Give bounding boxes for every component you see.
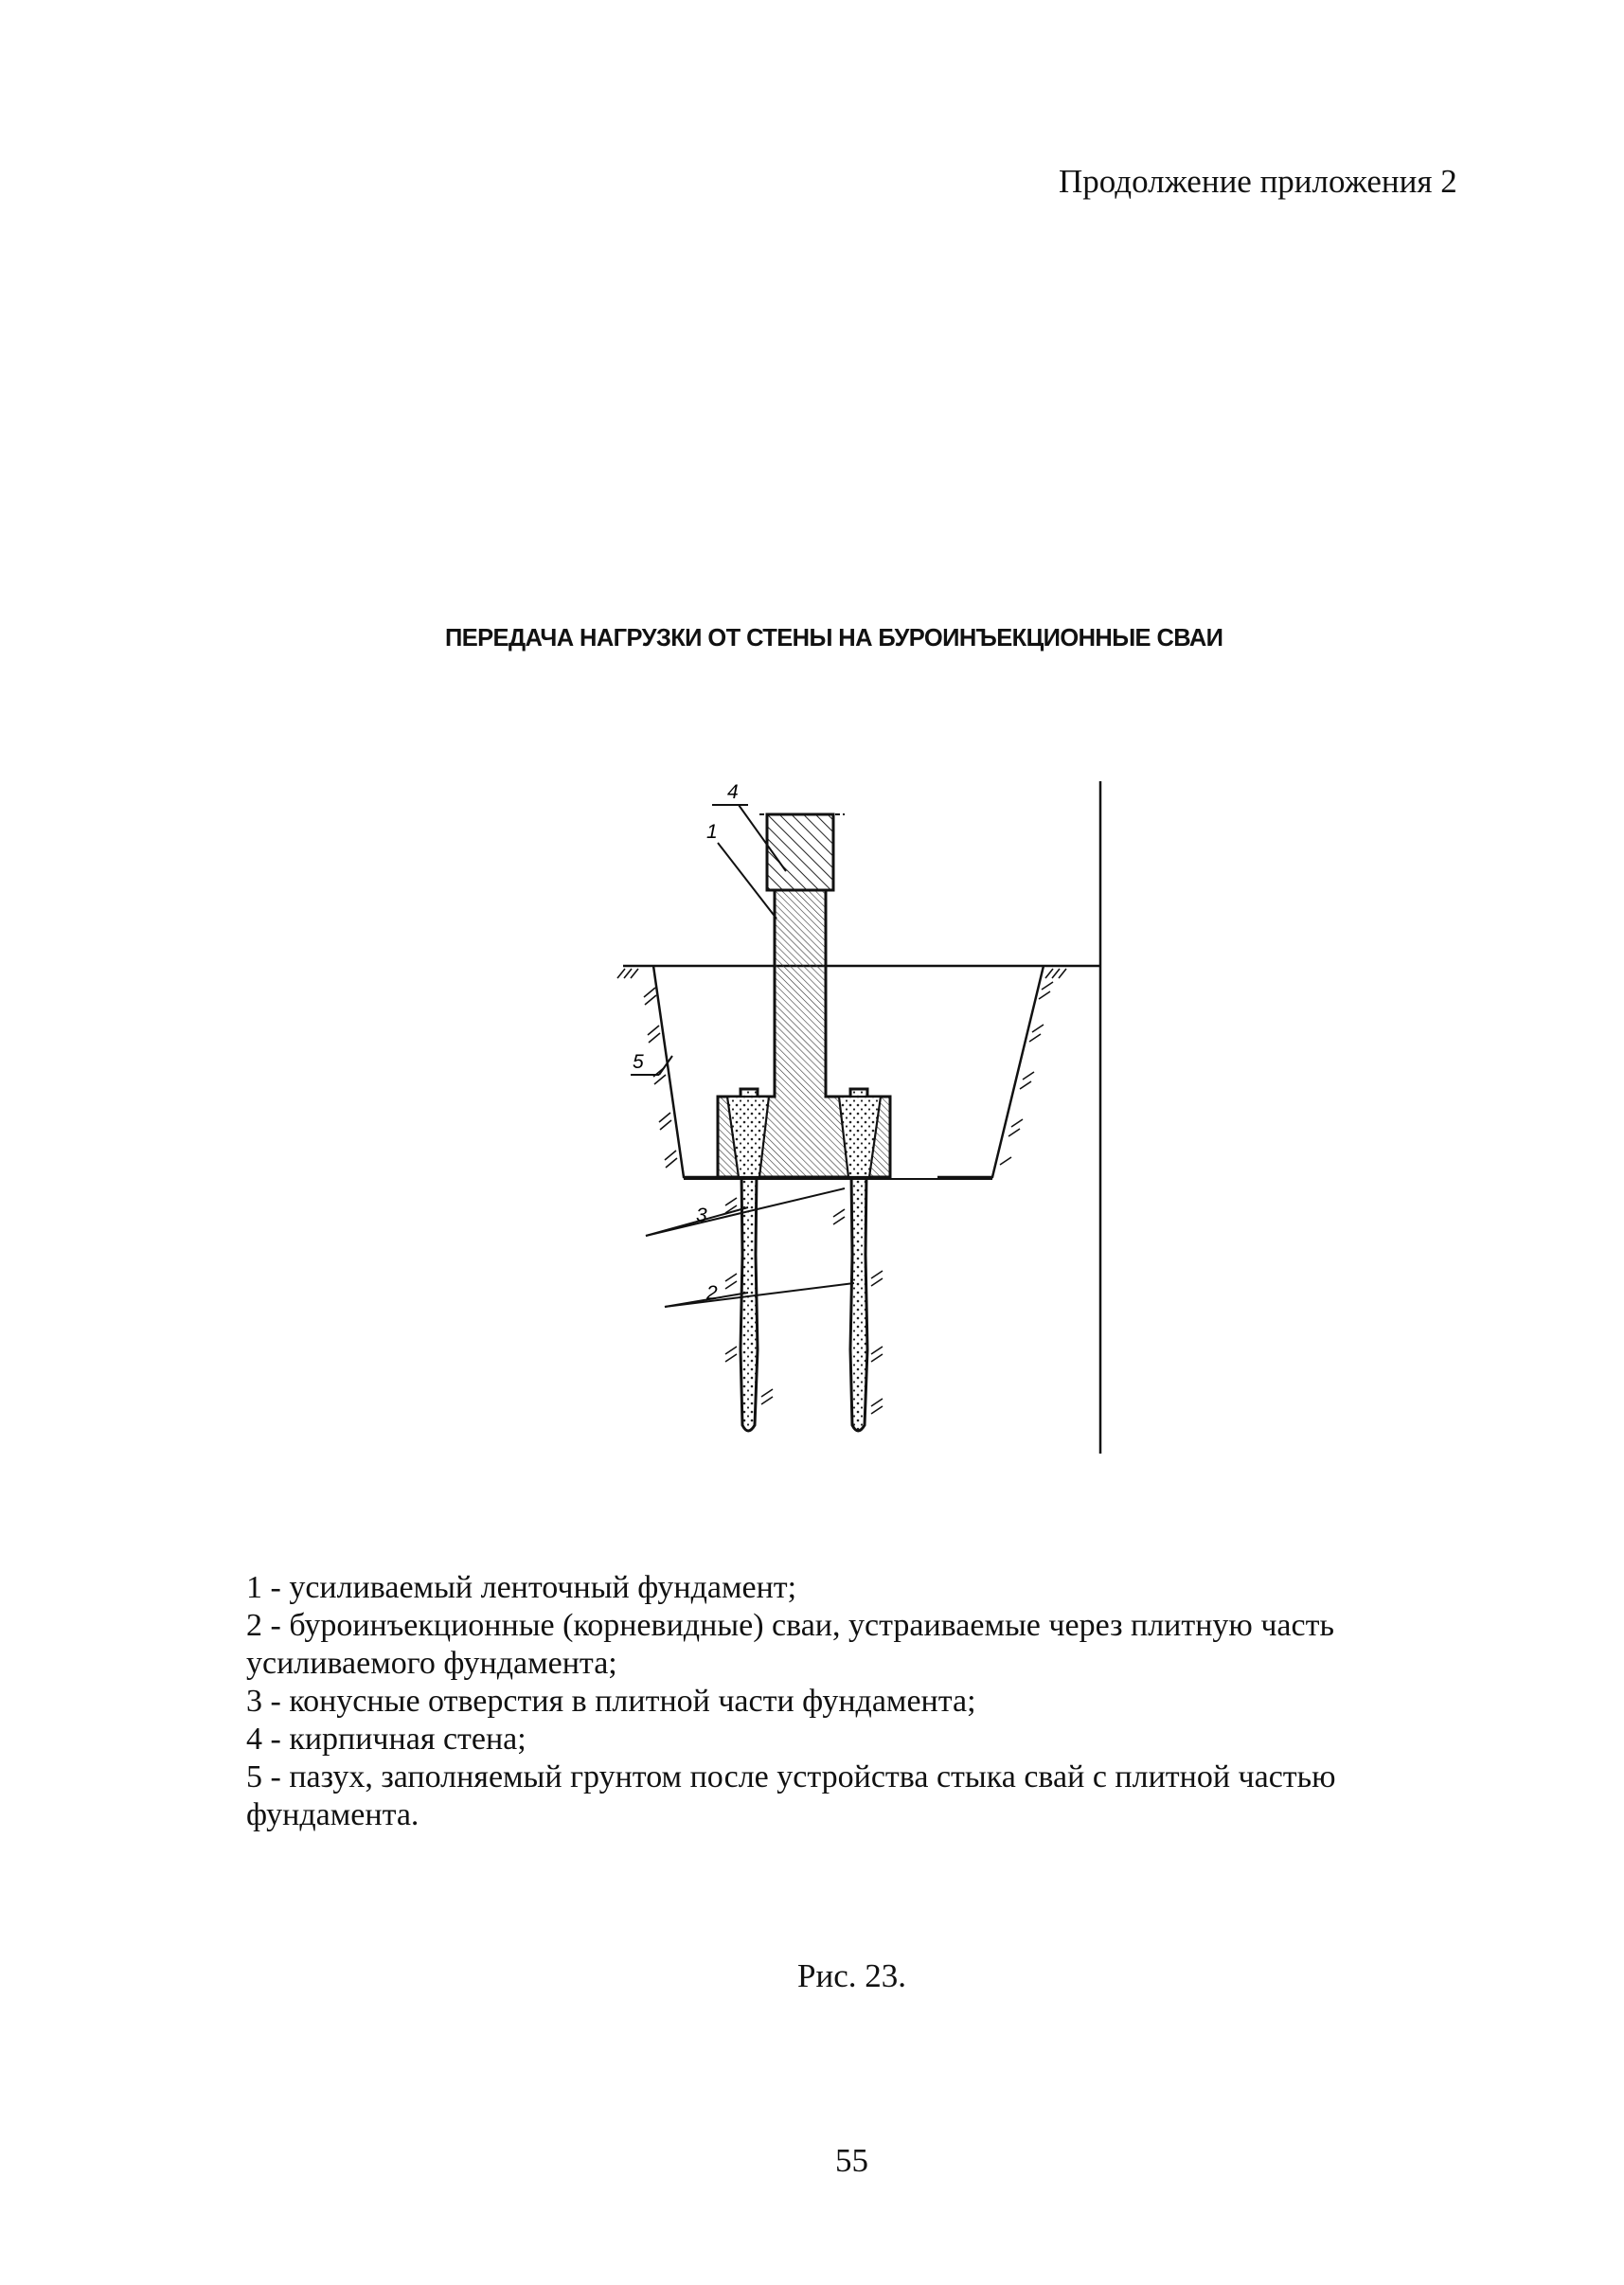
brick-wall xyxy=(767,814,833,890)
callout-1: 1 xyxy=(706,821,718,843)
legend-item: 4 - кирпичная стена; xyxy=(246,1722,526,1757)
figure-title: ПЕРЕДАЧА НАГРУЗКИ ОТ СТЕНЫ НА БУРОИНЪЕКЦИОННЫЕ СВАИ xyxy=(445,625,1223,652)
callout-4: 4 xyxy=(727,781,739,803)
continuation-note: Продолжение приложения 2 xyxy=(1059,163,1457,200)
figure-caption: Рис. 23. xyxy=(797,1957,906,1994)
callout-5: 5 xyxy=(633,1051,644,1073)
legend-item: 2 - буроинъекционные (корневидные) сваи, устраиваемые через плитную часть усиливаемого фундамента; xyxy=(246,1608,1334,1681)
page-number: 55 xyxy=(835,2142,868,2179)
legend-item: 5 - пазух, заполняемый грунтом после устройства стыка свай с плитной частью фундамента. xyxy=(246,1759,1336,1832)
foundation-drawing xyxy=(606,762,1117,1454)
legend-item: 3 - конусные отверстия в плитной части фундамента; xyxy=(246,1684,976,1719)
legend-item: 1 - усиливаемый ленточный фундамент; xyxy=(246,1570,797,1605)
callout-2: 2 xyxy=(706,1282,718,1304)
legend xyxy=(246,1569,1401,1834)
callout-3: 3 xyxy=(696,1205,707,1226)
